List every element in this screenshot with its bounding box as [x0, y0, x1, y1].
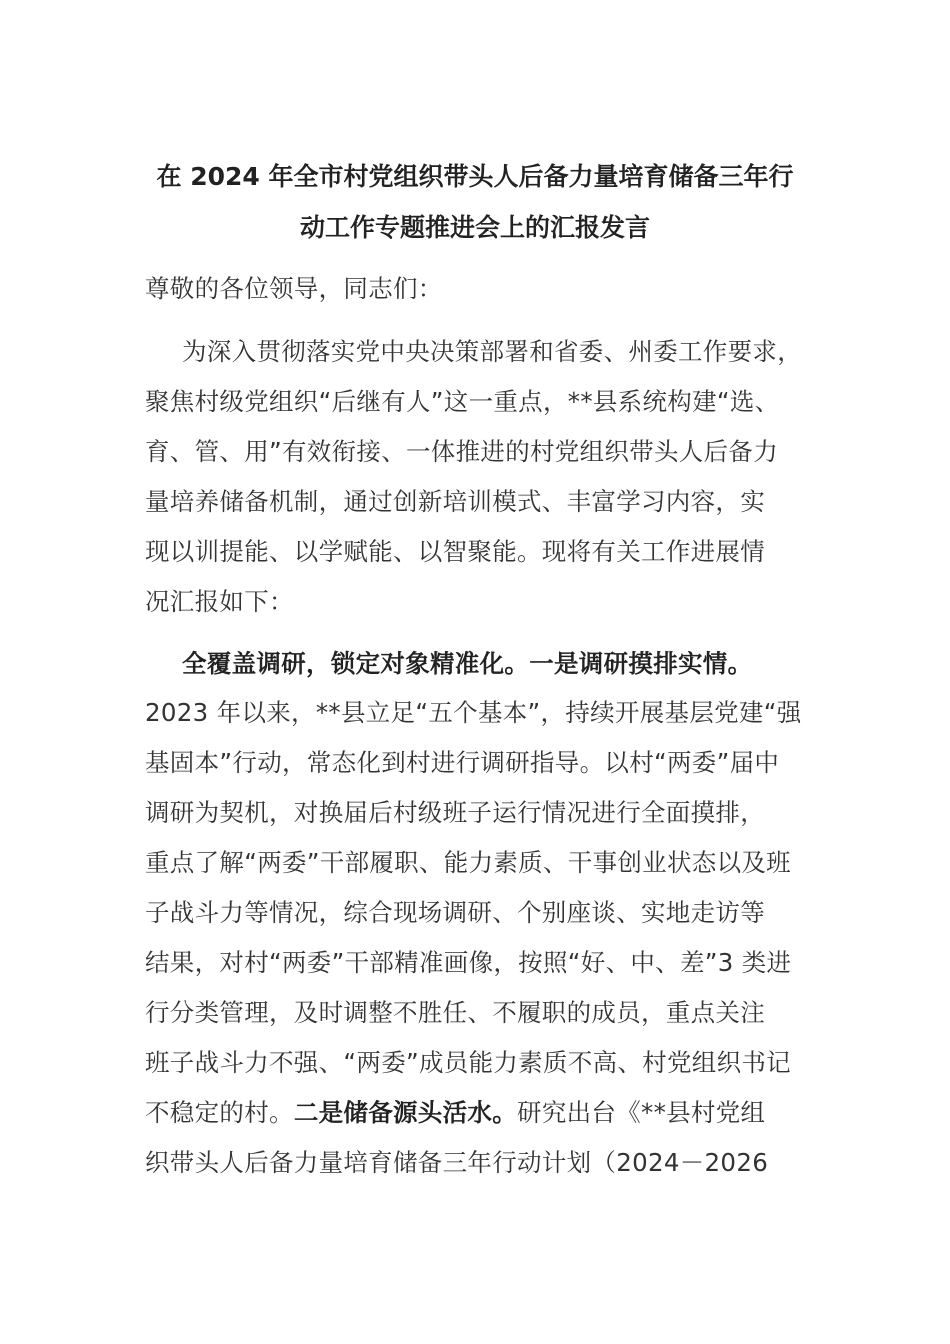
- intro-line: 量培养储备机制，通过创新培训模式、丰富学习内容，实: [145, 487, 765, 516]
- salutation: 尊敬的各位领导，同志们：: [145, 274, 443, 303]
- body-line: 结果，对村“两委”干部精准画像，按照“好、中、差”3 类进: [145, 948, 792, 977]
- document-title-line-1: 在 2024 年全市村党组织带头人后备力量培育储备三年行: [156, 162, 794, 191]
- body-text: 研究出台《**县村党组: [517, 1098, 766, 1127]
- subheading-inline: 二是储备源头活水。: [293, 1098, 518, 1127]
- body-line: 织带头人后备力量培育储备三年行动计划（2024－2026: [145, 1148, 769, 1177]
- intro-line: 况汇报如下：: [145, 587, 294, 616]
- document-title-line-2: 动工作专题推进会上的汇报发言: [299, 213, 650, 242]
- intro-line: 聚焦村级党组织“后继有人”这一重点，**县系统构建“选、: [145, 387, 780, 416]
- body-line: 行分类管理，及时调整不胜任、不履职的成员，重点关注: [145, 998, 765, 1027]
- body-line: 基固本”行动，常态化到村进行调研指导。以村“两委”届中: [145, 748, 780, 777]
- body-line-mixed: [145, 1094, 815, 1129]
- intro-line: 为深入贯彻落实党中央决策部署和省委、州委工作要求，: [182, 337, 802, 366]
- intro-line: 育、管、用”有效衔接、一体推进的村党组织带头人后备力: [145, 437, 778, 466]
- body-line: 2023 年以来，**县立足“五个基本”，持续开展基层党建“强: [145, 698, 802, 727]
- body-text: 不稳定的村。: [145, 1098, 294, 1127]
- section-heading: 全覆盖调研，锁定对象精准化。一是调研摸排实情。: [182, 649, 753, 678]
- body-line: 重点了解“两委”干部履职、能力素质、干事创业状态以及班: [145, 848, 791, 877]
- body-line: 子战斗力等情况，综合现场调研、个别座谈、实地走访等: [145, 898, 765, 927]
- body-line: 班子战斗力不强、“两委”成员能力素质不高、村党组织书记: [145, 1048, 791, 1077]
- intro-line: 现以训提能、以学赋能、以智聚能。现将有关工作进展情: [145, 537, 765, 566]
- body-line: 调研为契机，对换届后村级班子运行情况进行全面摸排，: [145, 798, 765, 827]
